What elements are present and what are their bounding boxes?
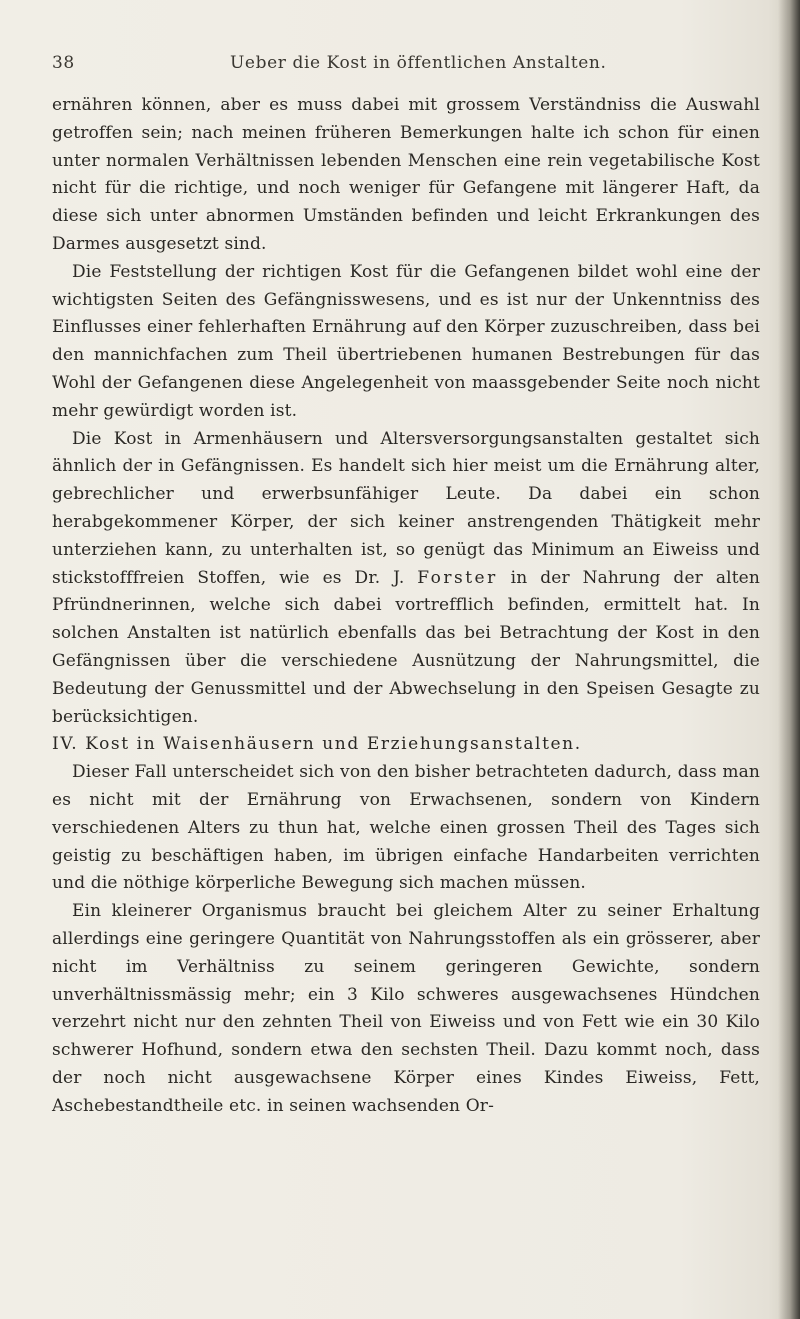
- page-number: 38: [52, 53, 75, 73]
- running-head: [0, 53, 800, 83]
- paragraph-4: Dieser Fall unterscheidet sich von den bisher betrachteten dadurch, dass man es nicht mit der Ernährung von Erwachsenen, sondern von Kindern verschiedenen Alters zu thun hat, welche einen grossen Theil des Tages sich geistig zu beschäftigen haben, im übrigen einfache Handarbeiten verrichten und die nöthige körperliche Bewegung sich machen müssen.: [52, 762, 760, 894]
- paragraph-5: Ein kleinerer Organismus braucht bei gleichem Alter zu seiner Erhaltung allerdings eine geringere Quantität von Nahrungsstoffen als ein grösserer, aber nicht im Verhältniss zu seinem geringeren Gewichte, sondern unverhältnissmässig mehr; ein 3 Kilo schweres ausgewachsenes Hündchen verzehrt nicht nur den zehnten Theil von Eiweiss und von Fett wie ein 30 Kilo schwerer Hofhund, sondern etwa den sechsten Theil. Dazu kommt noch, dass der noch nicht ausgewachsene Körper eines Kindes Eiweiss, Fett, Aschebestandtheile etc. in seinen wachsenden Or-: [52, 901, 760, 1116]
- binding-edge-shadow: [778, 0, 800, 1319]
- section-heading: IV. Kost in Waisenhäusern und Erziehungsanstalten.: [52, 734, 582, 755]
- header-title: Ueber die Kost in öffentlichen Anstalten.: [230, 53, 607, 73]
- author-name-forster: Forster: [417, 567, 498, 588]
- paragraph-3: [52, 426, 760, 732]
- paragraph-2: Die Feststellung der richtigen Kost für die Gefangenen bildet wohl eine der wichtigsten Seiten des Gefängnisswesens, und es ist nur der Unkenntniss des Einflusses einer fehlerhaften Ernährung auf den Körper zuzuschreiben, dass bei den mannichfachen zum Theil übertriebenen humanen Bestrebungen für das Wohl der Gefangenen diese Angelegenheit von maassgebender Seite noch nicht mehr gewürdigt worden ist.: [52, 261, 760, 421]
- paragraph-3-text-before: Die Kost in Armenhäusern und Altersversorgungsanstalten gestaltet sich ähnlich der in Gefängnissen. Es handelt sich hier meist um die Ernährung alter, gebrechlicher und erwerbsunfähiger Leute. Da dabei ein schon herabgekommener Körper, der sich keiner anstrengenden Thätigkeit mehr unterziehen kann, zu unterhalten ist, so genügt das Minimum an Eiweiss und stickstofffreien Stoffen, wie es Dr. J.: [52, 428, 760, 588]
- paragraph-3-text-after: in der Nahrung der alten Pfründnerinnen, welche sich dabei vortrefflich befinden, ermittelt hat. In solchen Anstalten ist natürlich ebenfalls das bei Betrachtung der Kost in den Gefängnissen über die verschiedene Ausnützung der Nahrungsmittel, die Bedeutung der Genussmittel und der Abwechselung in den Speisen Gesagte zu berücksichtigen.: [52, 567, 760, 727]
- paragraph-1: ernähren können, aber es muss dabei mit grossem Verständniss die Auswahl getroffen sein; nach meinen früheren Bemerkungen halte ich schon für einen unter normalen Verhältnissen lebenden Menschen eine rein vegetabilische Kost nicht für die richtige, und noch weniger für Gefangene mit längerer Haft, da diese sich unter abnormen Umständen befinden und leicht Erkrankungen des Darmes ausgesetzt sind.: [52, 95, 760, 254]
- body-text: [52, 92, 760, 1120]
